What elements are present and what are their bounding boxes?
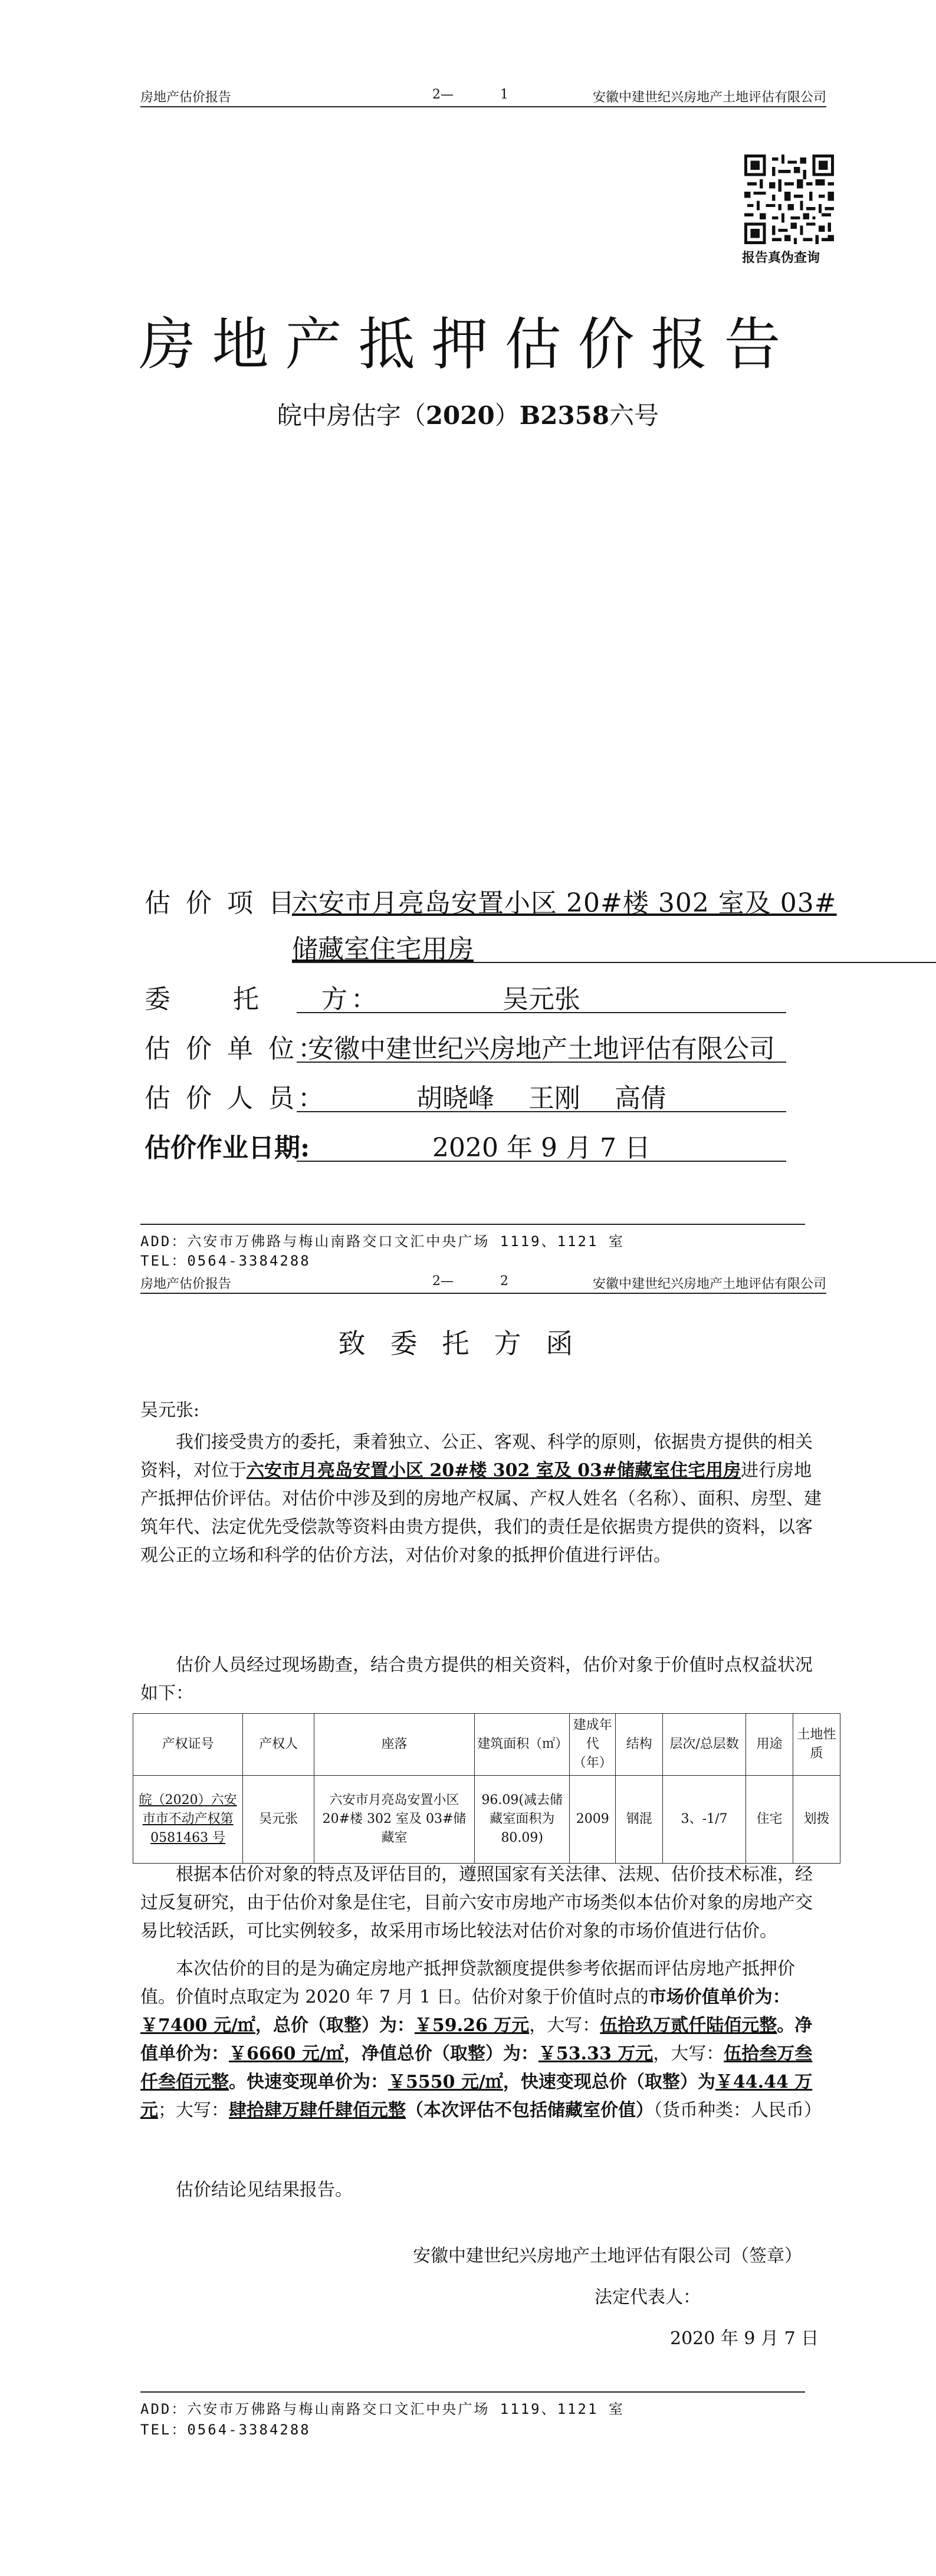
header-dash: 2— (432, 1274, 454, 1289)
table-cell: 钢混 (616, 1776, 663, 1864)
table-header-cell: 层次/总层数 (663, 1714, 746, 1776)
project-value-line1: 六安市月亮岛安置小区 20#楼 302 室及 03# (292, 888, 837, 918)
table-cell: 2009 (570, 1776, 616, 1864)
qr-code-icon (744, 155, 834, 244)
staff-label: 估 价 人 员： (144, 1083, 327, 1113)
p4-exclusion-note: （本次评估不包括储藏室价值） (406, 2100, 653, 2121)
market-total-price: ￥59.26 万元 (414, 2015, 530, 2036)
footer-rule (140, 2391, 805, 2393)
doc-no-code: B2358 (519, 401, 610, 430)
report-title: 房地产抵押估价报告 (139, 311, 797, 377)
doc-no-mid: ） (494, 401, 520, 430)
table-header-cell: 建成年代（年） (570, 1714, 616, 1776)
project-underline (292, 962, 936, 963)
quick-total-caps: 肆拾肆万肆仟肆佰元整 (229, 2100, 406, 2121)
paragraph-2 (140, 1651, 827, 1708)
table-header-cell: 土地性质 (793, 1714, 840, 1776)
doc-no-suffix: 六号 (609, 401, 659, 430)
running-header (140, 1269, 826, 1294)
table-header-row (133, 1714, 840, 1776)
p4-label-caps: ，大写： (529, 2015, 600, 2036)
footer-tel: TEL：0564-3384288 (140, 2421, 311, 2438)
doc-no-year: 2020 (425, 401, 495, 430)
paragraph-1 (140, 1428, 827, 1570)
header-left: 房地产估价报告 (140, 90, 232, 105)
signature-date: 2020 年 9 月 7 日 (670, 2328, 819, 2349)
letter-title: 致委托方函 (338, 1328, 598, 1359)
p4-label-quick-total: ，快速变现总价（取整）为 (503, 2072, 715, 2092)
document-number (0, 396, 936, 432)
paragraph-4 (140, 1955, 827, 2125)
client-label: 委 托 方： (144, 984, 380, 1014)
header-right: 安徽中建世纪兴房地产土地评估有限公司 (592, 90, 826, 105)
p4-label-market-total: ，总价（取整）为： (255, 2015, 415, 2036)
qr-caption: 报告真伪查询 (742, 250, 820, 265)
footer-tel: TEL：0564-3384288 (140, 1253, 311, 1269)
paragraph-5 (140, 2176, 827, 2204)
table-cell: 六安市月亮岛安置小区 20#楼 302 室及 03#储藏室 (314, 1776, 474, 1864)
doc-no-prefix: 皖中房估字（ (277, 401, 426, 430)
client-value: 吴元张 (297, 978, 786, 1013)
p4-text: 本次估价的目的是为确定房地产抵押贷款额度提供参考依据而评估房地产抵押价值。价值时点取定为 2020 年 7 月 1 日。估价对象于价值时点的 (140, 1959, 795, 2007)
market-unit-price: ￥7400 元/㎡ (140, 2015, 255, 2036)
header-dash: 2— (432, 87, 454, 102)
p1-text-a: 我们接受贵方的委托，秉着独立、公正、客观、科学的原则，依据贵方提供的相关资料，对位于 (140, 1432, 813, 1481)
table-cell: 划拨 (793, 1776, 840, 1864)
table-header-cell: 产权证号 (133, 1714, 243, 1776)
net-total-price: ￥53.33 万元 (538, 2043, 653, 2064)
signature-representative: 法定代表人： (595, 2287, 701, 2308)
unit-label: 估 价 单 位： (144, 1034, 327, 1064)
project-value-line2: 储藏室住宅用房 (292, 934, 474, 964)
p4-label-caps: ，大写： (653, 2043, 724, 2064)
table-row (133, 1776, 840, 1864)
p4-label-net-total: ，净值总价（取整）为： (343, 2043, 538, 2064)
p5-text: 估价结论见结果报告。 (176, 2180, 353, 2200)
table-cell: 吴元张 (243, 1776, 314, 1864)
table-cell: 96.09(减去储藏室面积为 80.09) (475, 1776, 570, 1864)
p4-label-caps: ；大写： (158, 2100, 229, 2121)
quick-unit-price: ￥5550 元/㎡ (388, 2072, 503, 2092)
report-cover-page (0, 0, 936, 1268)
date-value: 2020 年 9 月 7 日 (297, 1126, 786, 1162)
table-cell: 皖（2020）六安市市不动产权第 0581463 号 (133, 1776, 243, 1864)
header-page-number: 1 (500, 87, 508, 102)
running-header (140, 83, 826, 107)
p1-property-address: 六安市月亮岛安置小区 20#楼 302 室及 03#储藏室住宅用房 (247, 1460, 741, 1481)
p4-label-market-unit: 市场价值单价为： (648, 1987, 790, 2007)
letter-page (0, 1268, 936, 2576)
footer-rule (140, 1224, 805, 1225)
p1-text-c: 进行房地产抵押估价评估。对估价中涉及到的房地产权属、产权人姓名（名称）、面积、房型、建筑年代、法定优先受偿款等资料由贵方提供，我们的责任是依据贵方提供的资料，以客观公正的立场和科学的估价方法，对估价对象的抵押价值进行评估。 (140, 1460, 822, 1566)
p4-currency-note: （货币种类：人民币） (653, 2100, 822, 2121)
market-total-caps: 伍拾玖万贰仟陆佰元整 (600, 2015, 777, 2036)
salutation: 吴元张: (140, 1400, 200, 1421)
table-header-cell: 产权人 (243, 1714, 314, 1776)
header-left: 房地产估价报告 (140, 1277, 232, 1292)
footer-address: ADD：六安市万佛路与梅山南路交口文汇中央广场 1119、1121 室 (140, 2401, 625, 2417)
p2-text: 估价人员经过现场勘查，结合贵方提供的相关资料，估价对象于价值时点权益状况如下： (140, 1655, 813, 1704)
p3-text: 根据本估价对象的特点及评估目的，遵照国家有关法律、法规、估价技术标准，经过反复研究，由于估价对象是住宅，目前六安市房地产市场类似本估价对象的房地产交易比较活跃，可比实例较多，故采用市场比较法对估价对象的市场价值进行估价。 (140, 1864, 813, 1941)
table-cell: 住宅 (745, 1776, 793, 1864)
table-header-cell: 座落 (314, 1714, 474, 1776)
staff-value: 胡晓峰 王刚 高倩 (297, 1077, 786, 1112)
table-cell: 3、-1/7 (663, 1776, 746, 1864)
table-header-cell: 用途 (745, 1714, 793, 1776)
p4-label-quick-unit: 。快速变现单价为： (229, 2072, 388, 2092)
p4-label-net-unit: 。净值单价为： (140, 2015, 813, 2064)
property-table (133, 1713, 840, 1864)
header-page-number: 2 (500, 1274, 508, 1289)
unit-value: 安徽中建世纪兴房地产土地评估有限公司 (297, 1027, 786, 1063)
table-header-cell: 建筑面积（㎡） (475, 1714, 570, 1776)
net-unit-price: ￥6660 元/㎡ (229, 2043, 344, 2064)
paragraph-3 (140, 1861, 827, 1946)
header-right: 安徽中建世纪兴房地产土地评估有限公司 (592, 1277, 826, 1292)
footer-address: ADD：六安市万佛路与梅山南路交口文汇中央广场 1119、1121 室 (140, 1233, 625, 1250)
date-label: 估价作业日期: (144, 1133, 310, 1163)
project-label: 估 价 项 目： (144, 888, 327, 918)
table-header-cell: 结构 (616, 1714, 663, 1776)
signature-company: 安徽中建世纪兴房地产土地评估有限公司（签章） (413, 2246, 802, 2266)
net-total-caps: 伍拾叁万叁仟叁佰元整 (140, 2043, 813, 2092)
quick-total-price: ￥44.44 万元 (140, 2072, 813, 2121)
